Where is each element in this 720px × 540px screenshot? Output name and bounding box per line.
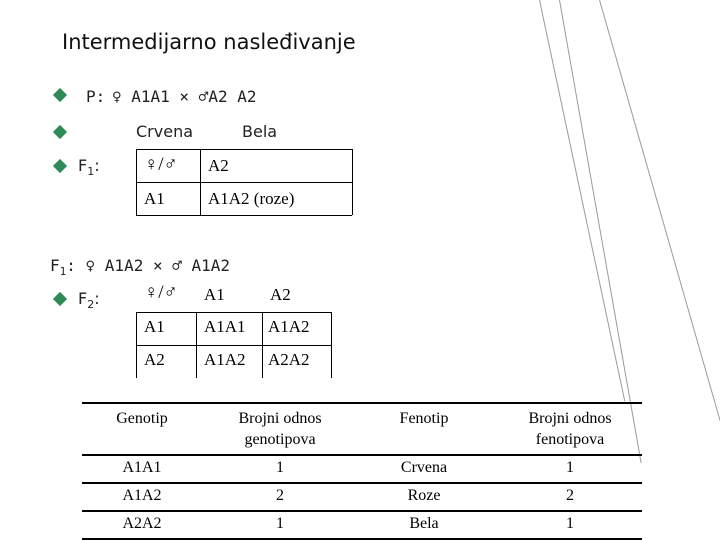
table-cell: Roze — [407, 487, 441, 504]
f1-row-header: A1 — [144, 189, 165, 208]
table-header-phenotype-ratio: Brojni odnos fenotipova — [528, 410, 612, 448]
f2-r2c1: A1A2 — [204, 350, 246, 369]
f1-cross-subscript: 1 — [59, 265, 67, 279]
f1-subscript: 1 — [87, 165, 95, 179]
f1-cross — [50, 256, 230, 278]
table-rule — [82, 482, 642, 484]
table-cell: 1 — [276, 459, 284, 476]
f2-col2-header: A2 — [270, 285, 291, 304]
table-cell: A1A2 — [122, 487, 162, 504]
table-header-genotype: Genotip — [116, 410, 168, 427]
f2-label — [78, 289, 100, 311]
bullet-icon — [53, 125, 67, 139]
table-header-phenotype: Fenotip — [399, 410, 449, 427]
grid-line — [136, 182, 352, 183]
grid-line — [262, 312, 263, 378]
page-title: Intermedijarno nasleđivanje — [62, 30, 356, 54]
table-cell: 2 — [276, 487, 284, 504]
phenotype-left: Crvena — [136, 122, 194, 141]
grid-line — [136, 312, 331, 313]
table-cell: 1 — [566, 515, 574, 532]
table-cell: A1A1 — [122, 459, 162, 476]
table-cell: 1 — [276, 515, 284, 532]
decorative-line — [539, 0, 625, 401]
table-cell: Bela — [409, 515, 439, 532]
f2-col1-header: A1 — [204, 285, 225, 304]
f2-corner: ♀/♂ — [144, 282, 178, 303]
f2-r2c2: A2A2 — [268, 350, 310, 369]
f2-r1c1: A1A1 — [204, 317, 246, 336]
f1-colon: : — [94, 156, 100, 175]
table-cell: A2A2 — [122, 515, 162, 532]
table-cell: 1 — [566, 459, 574, 476]
bullet-icon — [53, 88, 67, 102]
table-cell: 2 — [566, 487, 574, 504]
grid-line — [196, 312, 197, 378]
grid-line — [136, 345, 331, 346]
grid-line — [136, 312, 137, 378]
f1-cross-prefix: F — [50, 256, 60, 275]
f2-row2-header: A2 — [144, 350, 165, 369]
f1-corner: ♀/♂ — [144, 154, 178, 175]
bullet-icon — [53, 159, 67, 173]
table-cell: Crvena — [400, 459, 448, 476]
grid-line — [136, 149, 352, 150]
bullet-icon — [53, 292, 67, 306]
grid-line — [352, 149, 353, 215]
f2-subscript: 2 — [87, 298, 95, 312]
decorative-line — [559, 0, 642, 463]
f2-colon: : — [94, 289, 100, 308]
table-header-genotype-ratio: Brojni odnos genotipova — [238, 410, 322, 448]
f1-cross-rest: : ♀ A1A2 × ♂ A1A2 — [66, 256, 231, 275]
grid-line — [136, 215, 352, 216]
f1-col-header: A2 — [208, 156, 229, 175]
grid-line — [136, 149, 137, 215]
table-rule-top — [82, 402, 642, 404]
f1-result: A1A2 (roze) — [208, 189, 295, 208]
grid-line — [331, 312, 332, 378]
f2-letter: F — [78, 289, 88, 308]
f1-letter: F — [78, 156, 88, 175]
p-label: P: — [86, 87, 106, 106]
table-rule — [82, 510, 642, 512]
f2-r1c2: A1A2 — [268, 317, 310, 336]
grid-line — [200, 149, 201, 215]
phenotype-right: Bela — [242, 122, 278, 141]
f1-label — [78, 156, 100, 178]
f2-row1-header: A1 — [144, 317, 165, 336]
p-cross: ♀ A1A1 × ♂A2 A2 — [112, 87, 257, 106]
decorative-line — [599, 0, 720, 423]
table-rule-header — [82, 454, 642, 456]
